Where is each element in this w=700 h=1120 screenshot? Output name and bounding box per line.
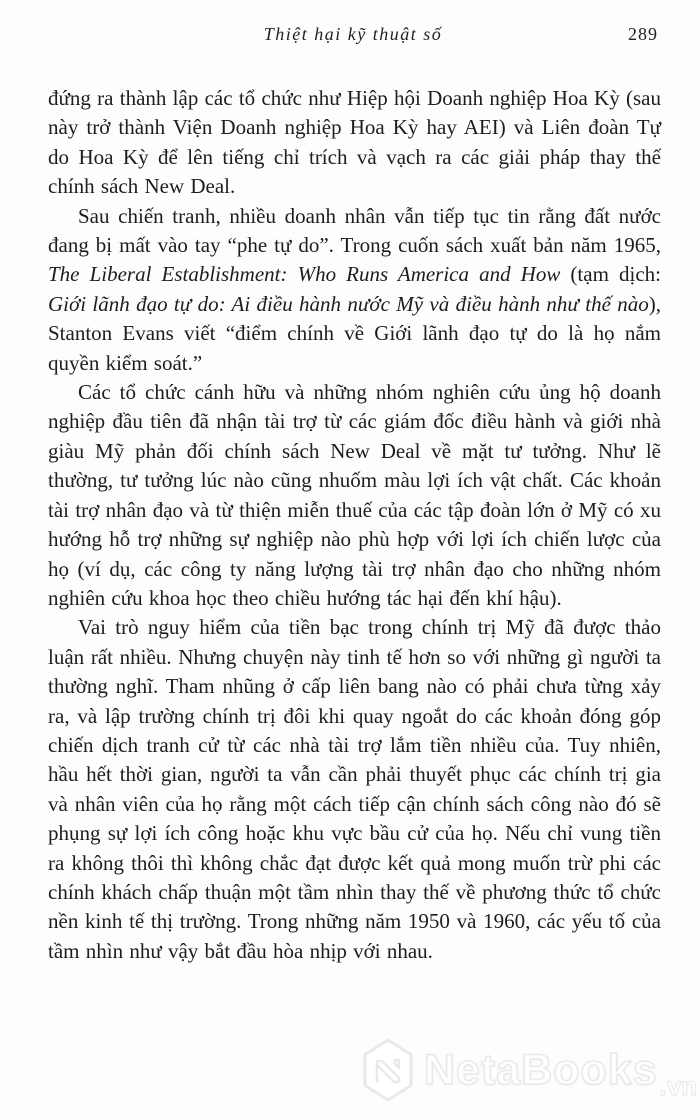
- body-text: [48, 84, 661, 966]
- watermark: [362, 1038, 697, 1102]
- text-run: Các tổ chức cánh hữu và những nhóm nghiên cứu ủng hộ doanh nghiệp đầu tiên đã nhận tài trợ từ các giám đốc điều hành và giới nhà giàu Mỹ phản đối chính sách New Deal về mặt tư tưởng. Như lẽ thường, tư tưởng lúc nào cũng nhuốm màu lợi ích vật chất. Các khoản tài trợ nhân đạo và từ thiện miễn thuế của các tập đoàn lớn ở Mỹ có xu hướng hỗ trợ những sự nghiệp nào phù hợp với lợi ích chiến lược của họ (ví dụ, các công ty năng lượng tài trợ nhân đạo cho những nhóm nghiên cứu khoa học theo chiều hướng tác hại đến khí hậu).: [48, 380, 661, 610]
- hexagon-n-icon: [362, 1038, 414, 1102]
- watermark-brand-text: NetaBooks: [424, 1045, 658, 1094]
- text-run: ), Stanton Evans viết “điểm chính về Giới lãnh đạo tự do là họ nắm quyền kiểm soát.”: [48, 291, 661, 375]
- running-head: [48, 24, 658, 50]
- text-run: (tạm dịch:: [560, 262, 661, 287]
- paragraph: [48, 84, 661, 202]
- text-run: Sau chiến tranh, nhiều doanh nhân vẫn tiếp tục tin rằng đất nước đang bị mất vào tay “phe tự do”. Trong cuốn sách xuất bản năm 1965,: [48, 203, 661, 258]
- italic-text-run: The Liberal Establishment: Who Runs America and How: [48, 262, 561, 287]
- running-title: Thiệt hại kỹ thuật số: [263, 24, 443, 44]
- paragraph: [48, 378, 661, 613]
- watermark-tld-text: .vn: [659, 1071, 698, 1101]
- page-number: 289: [628, 24, 658, 44]
- text-run: Vai trò nguy hiểm của tiền bạc trong chính trị Mỹ đã được thảo luận rất nhiều. Nhưng chuyện này tinh tế hơn so với những gì người ta thường nghĩ. Tham nhũng ở cấp liên bang nào có phải chưa từng xảy ra, và lập trường chính trị đôi khi quay ngoắt do các khoản đóng góp chiến dịch tranh cử từ các nhà tài trợ lắm tiền nhiều của. Tuy nhiên, hầu hết thời gian, người ta vẫn cần phải thuyết phục các chính trị gia và nhân viên của họ rằng một cách tiếp cận chính sách công nào đó sẽ phụng sự lợi ích công hoặc khu vực bầu cử của họ. Nếu chỉ vung tiền ra không thôi thì không chắc đạt được kết quả mong muốn trừ phi các chính khách chấp thuận một tầm nhìn thay thế về phương thức tổ chức nền kinh tế thị trường. Trong những năm 1950 và 1960, các yếu tố của tầm nhìn như vậy bắt đầu hòa nhịp với nhau.: [48, 615, 661, 963]
- paragraph: [48, 202, 661, 378]
- paragraph: [48, 613, 661, 966]
- text-run: đứng ra thành lập các tổ chức như Hiệp hội Doanh nghiệp Hoa Kỳ (sau này trở thành Viện Doanh nghiệp Hoa Kỳ hay AEI) và Liên đoàn Tự do Hoa Kỳ để lên tiếng chỉ trích và vạch ra các giải pháp thay thế chính sách New Deal.: [48, 86, 661, 199]
- italic-text-run: Giới lãnh đạo tự do: Ai điều hành nước Mỹ và điều hành như thế nào: [48, 291, 649, 316]
